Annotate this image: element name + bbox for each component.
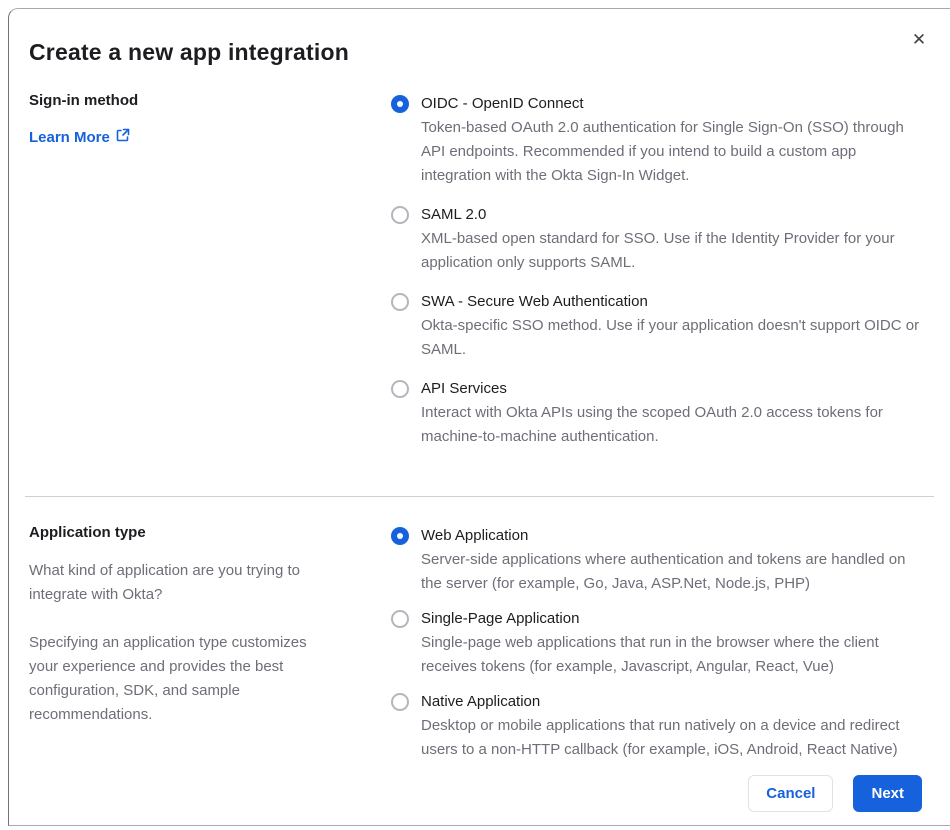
modal-footer <box>748 775 922 812</box>
option-title: OIDC - OpenID Connect <box>421 95 584 112</box>
option-description: Single-page web applications that run in the browser where the client receives tokens (for example, Javascript, Angular, React, Vue) <box>421 634 879 675</box>
radio-unselected-icon[interactable] <box>391 610 409 628</box>
radio-unselected-icon[interactable] <box>391 293 409 311</box>
sign-in-method-left-column <box>29 92 369 464</box>
cancel-button[interactable]: Cancel <box>748 775 833 812</box>
radio-option-saml[interactable] <box>391 203 926 275</box>
option-description: Interact with Okta APIs using the scoped OAuth 2.0 access tokens for machine-to-machine authentication. <box>421 404 883 445</box>
next-button[interactable]: Next <box>853 775 922 812</box>
option-title: SWA - Secure Web Authentication <box>421 293 648 310</box>
radio-option-oidc[interactable] <box>391 92 926 188</box>
option-title: SAML 2.0 <box>421 206 487 223</box>
sign-in-method-label: Sign-in method <box>29 92 139 109</box>
sign-in-method-options <box>369 92 926 464</box>
sign-in-method-section <box>29 92 926 464</box>
radio-selected-icon[interactable] <box>391 527 409 545</box>
radio-option-single-page-application[interactable] <box>391 607 926 679</box>
option-title: Web Application <box>421 527 529 544</box>
option-description: Desktop or mobile applications that run natively on a device and redirect users to a non-HTTP callback (for example, iOS, Android, React Native) <box>421 717 900 758</box>
radio-option-native-application[interactable] <box>391 690 926 762</box>
application-type-label: Application type <box>29 524 146 541</box>
application-type-help-text: What kind of application are you trying to integrate with Okta? <box>29 562 300 603</box>
page-title: Create a new app integration <box>29 39 349 65</box>
application-type-help-text: Specifying an application type customizes your experience and provides the best configuration, SDK, and sample recommendations. <box>29 634 307 723</box>
radio-option-swa[interactable] <box>391 290 926 362</box>
option-description: Token-based OAuth 2.0 authentication for Single Sign-On (SSO) through API endpoints. Recommended if you intend to build a custom app integration with the Okta Sign-In Widget. <box>421 119 904 184</box>
create-app-integration-modal <box>8 8 950 826</box>
radio-unselected-icon[interactable] <box>391 693 409 711</box>
option-description: XML-based open standard for SSO. Use if the Identity Provider for your application only supports SAML. <box>421 230 895 271</box>
radio-option-api-services[interactable] <box>391 377 926 449</box>
section-divider <box>25 496 934 497</box>
option-description: Okta-specific SSO method. Use if your application doesn't support OIDC or SAML. <box>421 317 920 358</box>
application-type-left-column <box>29 524 369 773</box>
option-title: Single-Page Application <box>421 610 580 627</box>
radio-selected-icon[interactable] <box>391 95 409 113</box>
option-title: Native Application <box>421 693 541 710</box>
option-title: API Services <box>421 380 507 397</box>
close-icon[interactable]: ✕ <box>902 23 936 57</box>
radio-unselected-icon[interactable] <box>391 380 409 398</box>
external-link-icon <box>116 128 130 146</box>
radio-option-web-application[interactable] <box>391 524 926 596</box>
application-type-section <box>29 524 926 773</box>
application-type-options <box>369 524 926 773</box>
learn-more-link[interactable] <box>29 128 130 146</box>
option-description: Server-side applications where authentication and tokens are handled on the server (for example, Go, Java, ASP.Net, Node.js, PHP) <box>421 551 906 592</box>
radio-unselected-icon[interactable] <box>391 206 409 224</box>
learn-more-label: Learn More <box>29 128 110 146</box>
